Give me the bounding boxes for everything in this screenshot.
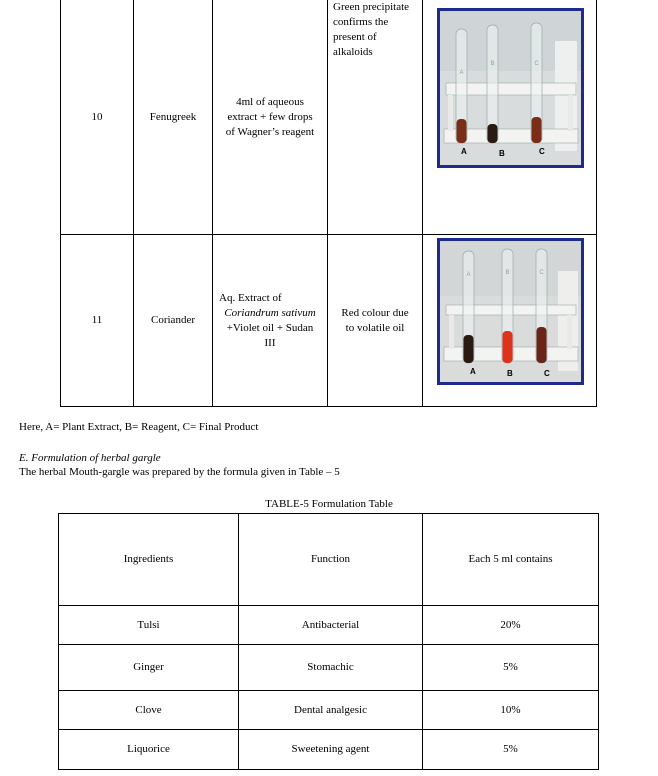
ingredient-cell: Ginger — [133, 661, 164, 673]
photo-label-c: C — [544, 369, 550, 378]
ingredient-cell: Liquorice — [127, 743, 170, 755]
svg-text:B: B — [505, 270, 510, 276]
test-procedure: Aq. Extract of Coriandrum sativum +Violet oil + Sudan III — [219, 291, 316, 349]
test-tube-photo — [437, 238, 584, 385]
test-tube-photo — [437, 8, 584, 168]
photo-label-b: B — [499, 149, 505, 158]
row-number: 11 — [91, 314, 103, 326]
function-cell: Dental analgesic — [294, 703, 367, 716]
row-number: 10 — [91, 110, 103, 123]
amount-cell: 10% — [500, 703, 521, 716]
section-heading: E. Formulation of herbal gargle — [19, 452, 161, 464]
function-cell: Sweetening agent — [291, 743, 370, 755]
svg-text:A: A — [466, 272, 471, 278]
svg-text:C: C — [534, 61, 539, 67]
photo-label-b: B — [507, 369, 513, 378]
legend-note: Here, A= Plant Extract, B= Reagent, C= Final Product — [19, 421, 259, 433]
svg-text:C: C — [539, 270, 544, 276]
amount-cell: 5% — [503, 743, 518, 755]
photo-label-a: A — [470, 367, 476, 376]
section-text: The herbal Mouth-gargle was prepared by the formula given in Table – 5 — [19, 466, 340, 478]
column-header-ingredients: Ingredients — [123, 553, 174, 565]
plant-name: Fenugreek — [149, 110, 197, 123]
column-header-amount: Each 5 ml contains — [468, 553, 553, 565]
table-caption: TABLE-5 Formulation Table — [265, 498, 393, 510]
svg-text:B: B — [490, 61, 495, 67]
plant-name: Coriander — [151, 314, 195, 326]
svg-text:A: A — [459, 70, 464, 76]
test-procedure: 4ml of aqueous extract + few drops of Wagner’s reagent — [225, 95, 315, 138]
observation: Red colour due to volatile oil — [341, 306, 409, 334]
photo-label-a: A — [461, 147, 467, 156]
function-cell: Stomachic — [307, 661, 354, 673]
ingredient-cell: Tulsi — [137, 618, 160, 631]
amount-cell: 5% — [503, 661, 518, 673]
function-cell: Antibacterial — [301, 618, 360, 631]
ingredient-cell: Clove — [135, 703, 162, 716]
column-header-function: Function — [310, 553, 351, 565]
photo-label-c: C — [539, 147, 545, 156]
amount-cell: 20% — [500, 618, 521, 631]
observation: Green precipitate confirms the present of alkaloids — [333, 1, 410, 58]
